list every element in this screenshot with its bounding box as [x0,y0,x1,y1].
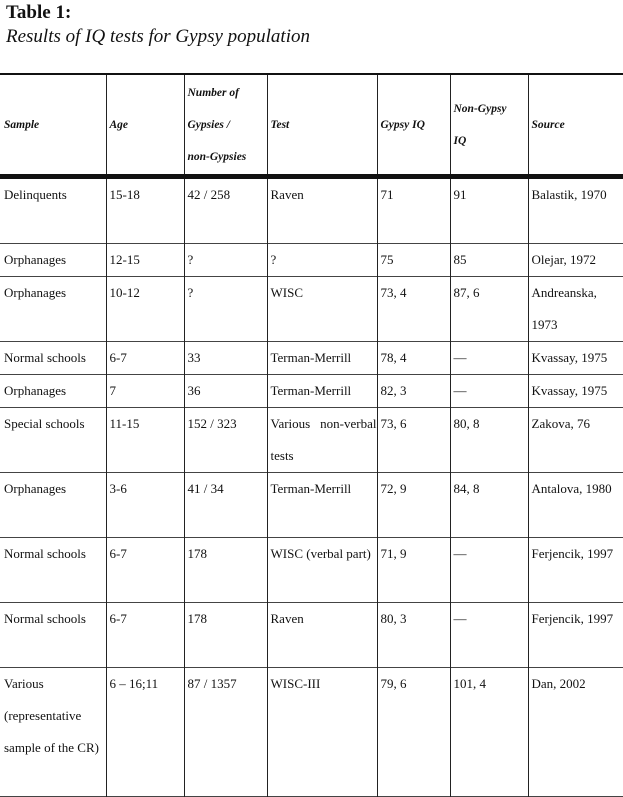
col-header-gypsy-iq: Gypsy IQ [377,74,450,177]
cell-test: Raven [267,177,377,244]
cell-non-gypsy-iq: — [450,375,528,408]
cell-test: Various non-verbal tests [267,408,377,473]
cell-non-gypsy-iq: — [450,603,528,668]
cell-test: Raven [267,603,377,668]
cell-test: Terman-Merrill [267,375,377,408]
cell-sample: Normal schools [0,538,106,603]
col-header-number-line2: Gypsies / [187,118,230,131]
cell-age: 11-15 [106,408,184,473]
cell-sample: Normal schools [0,342,106,375]
col-header-sample: Sample [0,74,106,177]
cell-gypsy-iq: 78, 4 [377,342,450,375]
cell-number: 33 [184,342,267,375]
cell-sample: Orphanages [0,375,106,408]
cell-test: Terman-Merrill [267,342,377,375]
cell-test: Terman-Merrill [267,473,377,538]
cell-number: ? [184,277,267,342]
cell-gypsy-iq: 80, 3 [377,603,450,668]
cell-age: 15-18 [106,177,184,244]
cell-number: 178 [184,538,267,603]
cell-source: Olejar, 1972 [528,244,623,277]
header-row [0,74,623,177]
cell-gypsy-iq: 75 [377,244,450,277]
table-row [0,408,623,473]
cell-gypsy-iq: 73, 4 [377,277,450,342]
table-row [0,538,623,603]
col-header-number-line1: Number of [187,86,239,99]
col-header-source: Source [528,74,623,177]
cell-age: 7 [106,375,184,408]
table-row [0,177,623,244]
cell-age: 3-6 [106,473,184,538]
col-header-non-gypsy-line1: Non-Gypsy [453,102,507,115]
cell-gypsy-iq: 72, 9 [377,473,450,538]
cell-sample: Orphanages [0,473,106,538]
col-header-non-gypsy-line2: IQ [453,134,467,147]
cell-test: ? [267,244,377,277]
cell-non-gypsy-iq: 80, 8 [450,408,528,473]
cell-sample: Various (representative sample of the CR) [0,668,106,797]
cell-number: 152 / 323 [184,408,267,473]
cell-gypsy-iq: 82, 3 [377,375,450,408]
cell-source: Kvassay, 1975 [528,375,623,408]
cell-non-gypsy-iq: 91 [450,177,528,244]
cell-age: 6-7 [106,603,184,668]
col-header-number-line3: non-Gypsies [187,150,247,163]
cell-non-gypsy-iq: — [450,538,528,603]
col-header-non-gypsy-iq [450,74,528,177]
table-row [0,603,623,668]
cell-number: 41 / 34 [184,473,267,538]
cell-source: Antalova, 1980 [528,473,623,538]
table-row [0,244,623,277]
cell-test: WISC [267,277,377,342]
cell-non-gypsy-iq: 87, 6 [450,277,528,342]
cell-source: Balastik, 1970 [528,177,623,244]
cell-number: 87 / 1357 [184,668,267,797]
cell-test: WISC-III [267,668,377,797]
table-row [0,668,623,797]
cell-number: 36 [184,375,267,408]
table-row [0,342,623,375]
cell-sample: Special schools [0,408,106,473]
cell-test: WISC (verbal part) [267,538,377,603]
table-row [0,375,623,408]
cell-sample: Delinquents [0,177,106,244]
cell-non-gypsy-iq: — [450,342,528,375]
cell-age: 12-15 [106,244,184,277]
cell-source: Andreanska, 1973 [528,277,623,342]
cell-sample: Orphanages [0,277,106,342]
cell-source: Zakova, 76 [528,408,623,473]
table-row [0,277,623,342]
cell-non-gypsy-iq: 101, 4 [450,668,528,797]
cell-gypsy-iq: 73, 6 [377,408,450,473]
cell-sample: Normal schools [0,603,106,668]
cell-source: Kvassay, 1975 [528,342,623,375]
cell-number: ? [184,244,267,277]
cell-age: 6-7 [106,342,184,375]
cell-sample: Orphanages [0,244,106,277]
cell-non-gypsy-iq: 85 [450,244,528,277]
cell-source: Ferjencik, 1997 [528,603,623,668]
cell-source: Ferjencik, 1997 [528,538,623,603]
table-caption: Results of IQ tests for Gypsy population [6,26,310,47]
cell-non-gypsy-iq: 84, 8 [450,473,528,538]
cell-age: 6-7 [106,538,184,603]
table-row [0,473,623,538]
iq-results-table [0,73,623,797]
col-header-number [184,74,267,177]
cell-gypsy-iq: 71, 9 [377,538,450,603]
cell-age: 6 – 16;11 [106,668,184,797]
cell-gypsy-iq: 79, 6 [377,668,450,797]
cell-number: 178 [184,603,267,668]
table-title: Table 1: [6,2,72,23]
cell-age: 10-12 [106,277,184,342]
cell-source: Dan, 2002 [528,668,623,797]
cell-gypsy-iq: 71 [377,177,450,244]
col-header-test: Test [267,74,377,177]
col-header-age: Age [106,74,184,177]
cell-number: 42 / 258 [184,177,267,244]
